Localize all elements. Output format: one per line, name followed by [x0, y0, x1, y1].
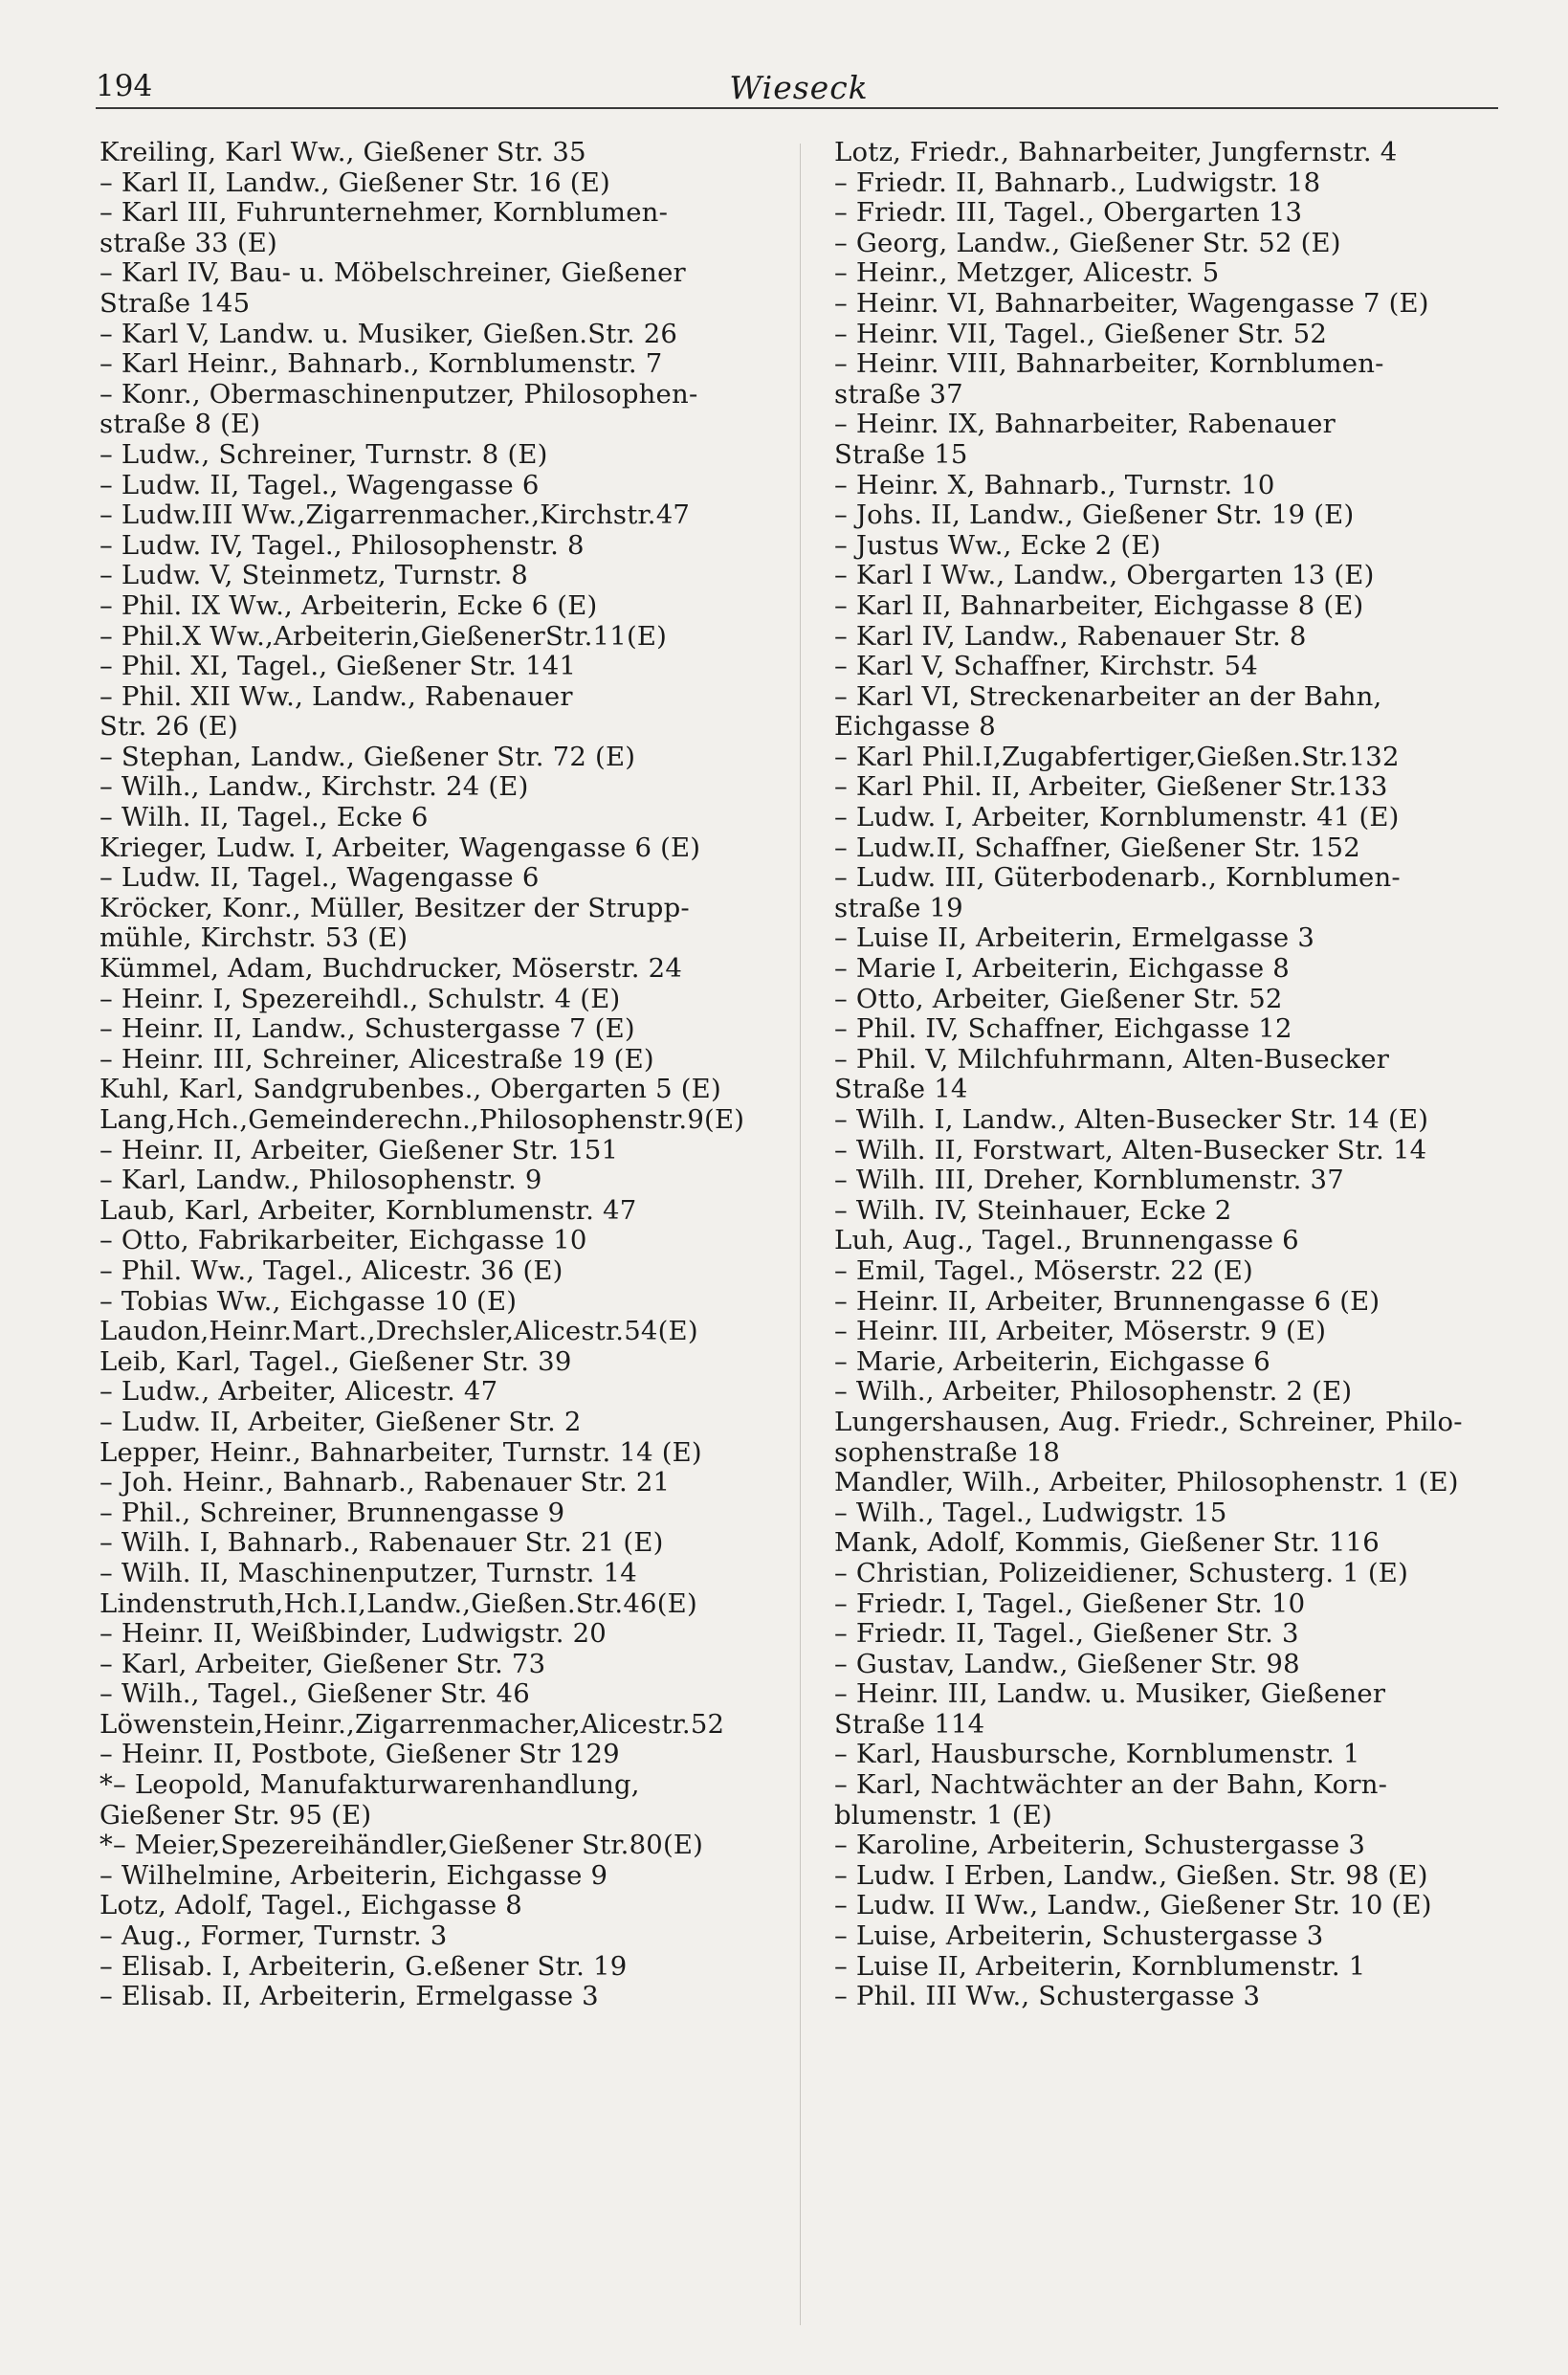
directory-line: Gießener Str. 95 (E): [99, 1799, 372, 1831]
directory-line: – Karl IV, Bau- u. Möbelschreiner, Gießener: [99, 257, 686, 289]
directory-line: – Heinr. I, Spezereihdl., Schulstr. 4 (E): [99, 983, 621, 1014]
directory-line: Kümmel, Adam, Buchdrucker, Möserstr. 24: [99, 953, 683, 985]
directory-line: – Phil. XI, Tagel., Gießener Str. 141: [99, 651, 577, 682]
directory-line: – Karl II, Bahnarbeiter, Eichgasse 8 (E): [834, 589, 1364, 621]
directory-line: – Phil. III Ww., Schustergasse 3: [834, 1981, 1261, 2012]
directory-line: – Joh. Heinr., Bahnarb., Rabenauer Str. 21: [99, 1467, 671, 1498]
directory-line: Löwenstein,Heinr.,Zigarrenmacher,Alicestr.52: [99, 1708, 725, 1740]
directory-line: – Phil., Schreiner, Brunnengasse 9: [99, 1497, 565, 1528]
directory-line: – Phil. Ww., Tagel., Alicestr. 36 (E): [99, 1254, 563, 1286]
directory-line: Leib, Karl, Tagel., Gießener Str. 39: [99, 1345, 572, 1377]
directory-line: Mank, Adolf, Kommis, Gießener Str. 116: [834, 1527, 1380, 1559]
directory-line: – Ludw. II Ww., Landw., Gießener Str. 10 (E): [834, 1890, 1432, 1921]
column-divider: [800, 144, 801, 2325]
directory-line: Lang,Hch.,Gemeinderechn.,Philosophenstr.9(E): [99, 1104, 745, 1135]
running-head: Wieseck: [729, 69, 869, 106]
directory-line: – Heinr. VIII, Bahnarbeiter, Kornblumen-: [834, 348, 1384, 380]
directory-line: Straße 145: [99, 287, 251, 319]
directory-line: – Wilh., Landw., Kirchstr. 24 (E): [99, 771, 529, 803]
directory-line: – Luise, Arbeiterin, Schustergasse 3: [834, 1920, 1324, 1952]
right-column: [834, 138, 1494, 2012]
directory-line: – Ludw.II, Schaffner, Gießener Str. 152: [834, 832, 1360, 863]
directory-line: – Heinr. VI, Bahnarbeiter, Wagengasse 7 (E): [834, 287, 1429, 319]
directory-line: straße 8 (E): [99, 409, 261, 440]
directory-line: – Karl Heinr., Bahnarb., Kornblumenstr. 7: [99, 348, 663, 380]
directory-line: – Ludw.III Ww.,Zigarrenmacher.,Kirchstr.47: [99, 499, 691, 531]
directory-line: – Heinr. IX, Bahnarbeiter, Rabenauer: [834, 409, 1336, 440]
header-rule: [96, 107, 1498, 109]
directory-line: – Heinr. II, Arbeiter, Brunnengasse 6 (E): [834, 1285, 1380, 1317]
directory-line: – Phil.X Ww.,Arbeiterin,GießenerStr.11(E): [99, 620, 668, 652]
directory-line: – Ludw. I Erben, Landw., Gießen. Str. 98 (E): [834, 1859, 1428, 1891]
directory-line: straße 19: [834, 892, 963, 923]
directory-line: Str. 26 (E): [99, 711, 238, 743]
directory-line: Lindenstruth,Hch.I,Landw.,Gießen.Str.46(E): [99, 1587, 697, 1619]
directory-line: – Heinr. X, Bahnarb., Turnstr. 10: [834, 469, 1275, 500]
directory-line: – Otto, Arbeiter, Gießener Str. 52: [834, 983, 1283, 1014]
directory-line: – Phil. V, Milchfuhrmann, Alten-Busecker: [834, 1043, 1390, 1075]
directory-line: – Wilhelmine, Arbeiterin, Eichgasse 9: [99, 1859, 608, 1891]
directory-line: Kröcker, Konr., Müller, Besitzer der Strupp-: [99, 892, 690, 923]
directory-line: Laub, Karl, Arbeiter, Kornblumenstr. 47: [99, 1194, 637, 1226]
directory-line: Laudon,Heinr.Mart.,Drechsler,Alicestr.54(E): [99, 1316, 698, 1347]
directory-line: Krieger, Ludw. I, Arbeiter, Wagengasse 6 (E): [99, 832, 701, 863]
left-column: [99, 138, 760, 2012]
directory-line: Straße 14: [834, 1074, 968, 1105]
page-number: 194: [96, 69, 153, 103]
directory-line: Lepper, Heinr., Bahnarbeiter, Turnstr. 14 (E): [99, 1436, 702, 1468]
directory-line: – Karl V, Schaffner, Kirchstr. 54: [834, 651, 1258, 682]
directory-line: – Luise II, Arbeiterin, Ermelgasse 3: [834, 922, 1315, 954]
directory-line: – Karl, Nachtwächter an der Bahn, Korn-: [834, 1769, 1388, 1801]
directory-line: – Karl, Hausbursche, Kornblumenstr. 1: [834, 1739, 1360, 1770]
directory-line: mühle, Kirchstr. 53 (E): [99, 922, 409, 954]
directory-line: – Konr., Obermaschinenputzer, Philosophen-: [99, 378, 698, 410]
directory-line: Luh, Aug., Tagel., Brunnengasse 6: [834, 1225, 1299, 1256]
directory-line: – Marie I, Arbeiterin, Eichgasse 8: [834, 953, 1291, 985]
directory-line: – Karl Phil.I,Zugabfertiger,Gießen.Str.132: [834, 741, 1400, 772]
directory-line: – Heinr. II, Postbote, Gießener Str 129: [99, 1739, 620, 1770]
directory-line: – Heinr. II, Arbeiter, Gießener Str. 151: [99, 1134, 619, 1165]
directory-line: blumenstr. 1 (E): [834, 1799, 1052, 1831]
directory-line: – Heinr. III, Arbeiter, Möserstr. 9 (E): [834, 1316, 1327, 1347]
directory-line: – Tobias Ww., Eichgasse 10 (E): [99, 1285, 518, 1317]
directory-line: – Wilh. II, Forstwart, Alten-Busecker Str. 14: [834, 1134, 1427, 1165]
directory-line: – Heinr. II, Weißbinder, Ludwigstr. 20: [99, 1618, 607, 1650]
directory-line: – Ludw., Schreiner, Turnstr. 8 (E): [99, 438, 548, 470]
directory-line: – Wilh. IV, Steinhauer, Ecke 2: [834, 1194, 1232, 1226]
directory-line: – Wilh. I, Bahnarb., Rabenauer Str. 21 (E): [99, 1527, 664, 1559]
directory-line: – Ludw. II, Tagel., Wagengasse 6: [99, 862, 540, 894]
directory-line: – Heinr. VII, Tagel., Gießener Str. 52: [834, 318, 1328, 349]
directory-line: *– Leopold, Manufakturwarenhandlung,: [99, 1769, 640, 1801]
directory-line: straße 33 (E): [99, 227, 277, 258]
directory-line: *– Meier,Spezereihändler,Gießener Str.80(E): [99, 1830, 704, 1861]
directory-line: – Gustav, Landw., Gießener Str. 98: [834, 1648, 1300, 1679]
directory-line: – Emil, Tagel., Möserstr. 22 (E): [834, 1254, 1253, 1286]
directory-line: – Ludw., Arbeiter, Alicestr. 47: [99, 1376, 498, 1408]
directory-line: – Wilh. I, Landw., Alten-Busecker Str. 14 (E): [834, 1104, 1429, 1135]
directory-line: – Phil. XII Ww., Landw., Rabenauer: [99, 680, 573, 712]
directory-line: – Karl Phil. II, Arbeiter, Gießener Str.133: [834, 771, 1388, 803]
directory-line: Mandler, Wilh., Arbeiter, Philosophenstr. 1 (E): [834, 1467, 1459, 1498]
directory-line: Lotz, Adolf, Tagel., Eichgasse 8: [99, 1890, 522, 1921]
directory-line: Lotz, Friedr., Bahnarbeiter, Jungfernstr. 4: [834, 137, 1398, 167]
directory-line: – Justus Ww., Ecke 2 (E): [834, 529, 1161, 561]
directory-line: – Karl V, Landw. u. Musiker, Gießen.Str. 26: [99, 318, 678, 349]
directory-line: – Wilh., Arbeiter, Philosophenstr. 2 (E): [834, 1376, 1353, 1408]
directory-line: – Ludw. III, Güterbodenarb., Kornblumen-: [834, 862, 1401, 894]
directory-line: – Friedr. II, Tagel., Gießener Str. 3: [834, 1618, 1299, 1650]
directory-line: Eichgasse 8: [834, 711, 996, 743]
directory-line: – Karl, Arbeiter, Gießener Str. 73: [99, 1648, 546, 1679]
directory-line: – Ludw. II, Tagel., Wagengasse 6: [99, 469, 540, 500]
directory-line: – Wilh. III, Dreher, Kornblumenstr. 37: [834, 1165, 1344, 1196]
directory-line: – Elisab. I, Arbeiterin, G.eßener Str. 19: [99, 1950, 628, 1982]
directory-line: – Christian, Polizeidiener, Schusterg. 1 (E): [834, 1557, 1408, 1588]
directory-line: – Wilh. II, Tagel., Ecke 6: [99, 802, 429, 833]
directory-line: – Karl I Ww., Landw., Obergarten 13 (E): [834, 560, 1375, 591]
directory-line: – Elisab. II, Arbeiterin, Ermelgasse 3: [99, 1981, 599, 2012]
directory-line: sophenstraße 18: [834, 1436, 1061, 1468]
directory-line: – Ludw. V, Steinmetz, Turnstr. 8: [99, 560, 528, 591]
directory-line: straße 37: [834, 378, 963, 410]
directory-line: – Otto, Fabrikarbeiter, Eichgasse 10: [99, 1225, 587, 1256]
directory-line: – Karl VI, Streckenarbeiter an der Bahn,: [834, 680, 1382, 712]
directory-line: – Karl IV, Landw., Rabenauer Str. 8: [834, 620, 1307, 652]
directory-line: – Karl, Landw., Philosophenstr. 9: [99, 1165, 542, 1196]
directory-line: – Heinr. III, Landw. u. Musiker, Gießener: [834, 1678, 1386, 1710]
directory-line: – Stephan, Landw., Gießener Str. 72 (E): [99, 741, 636, 772]
directory-line: – Aug., Former, Turnstr. 3: [99, 1920, 448, 1952]
directory-line: – Wilh. II, Maschinenputzer, Turnstr. 14: [99, 1557, 637, 1588]
directory-line: Straße 114: [834, 1708, 985, 1740]
directory-line: – Wilh., Tagel., Ludwigstr. 15: [834, 1497, 1227, 1528]
directory-line: – Friedr. III, Tagel., Obergarten 13: [834, 197, 1303, 229]
directory-line: – Friedr. I, Tagel., Gießener Str. 10: [834, 1587, 1306, 1619]
directory-line: – Marie, Arbeiterin, Eichgasse 6: [834, 1345, 1271, 1377]
directory-line: – Ludw. II, Arbeiter, Gießener Str. 2: [99, 1406, 582, 1437]
directory-line: – Ludw. IV, Tagel., Philosophenstr. 8: [99, 529, 585, 561]
directory-line: Lungershausen, Aug. Friedr., Schreiner, Philo-: [834, 1406, 1463, 1437]
directory-line: – Heinr., Metzger, Alicestr. 5: [834, 257, 1220, 289]
directory-line: – Heinr. III, Schreiner, Alicestraße 19 (E): [99, 1043, 654, 1075]
directory-line: – Georg, Landw., Gießener Str. 52 (E): [834, 227, 1341, 258]
directory-line: – Wilh., Tagel., Gießener Str. 46: [99, 1678, 530, 1710]
directory-line: – Phil. IX Ww., Arbeiterin, Ecke 6 (E): [99, 589, 598, 621]
directory-line: – Ludw. I, Arbeiter, Kornblumenstr. 41 (E): [834, 802, 1400, 833]
directory-line: Kuhl, Karl, Sandgrubenbes., Obergarten 5 (E): [99, 1074, 721, 1105]
directory-line: – Heinr. II, Landw., Schustergasse 7 (E): [99, 1013, 635, 1045]
directory-line: Kreiling, Karl Ww., Gießener Str. 35: [99, 137, 586, 167]
directory-line: – Phil. IV, Schaffner, Eichgasse 12: [834, 1013, 1292, 1045]
directory-line: – Johs. II, Landw., Gießener Str. 19 (E): [834, 499, 1355, 531]
directory-line: – Karl III, Fuhrunternehmer, Kornblumen-: [99, 197, 669, 229]
directory-line: Straße 15: [834, 438, 968, 470]
directory-line: – Karl II, Landw., Gießener Str. 16 (E): [99, 166, 610, 198]
directory-line: – Karoline, Arbeiterin, Schustergasse 3: [834, 1830, 1366, 1861]
directory-line: – Luise II, Arbeiterin, Kornblumenstr. 1: [834, 1950, 1366, 1982]
directory-line: – Friedr. II, Bahnarb., Ludwigstr. 18: [834, 166, 1321, 198]
